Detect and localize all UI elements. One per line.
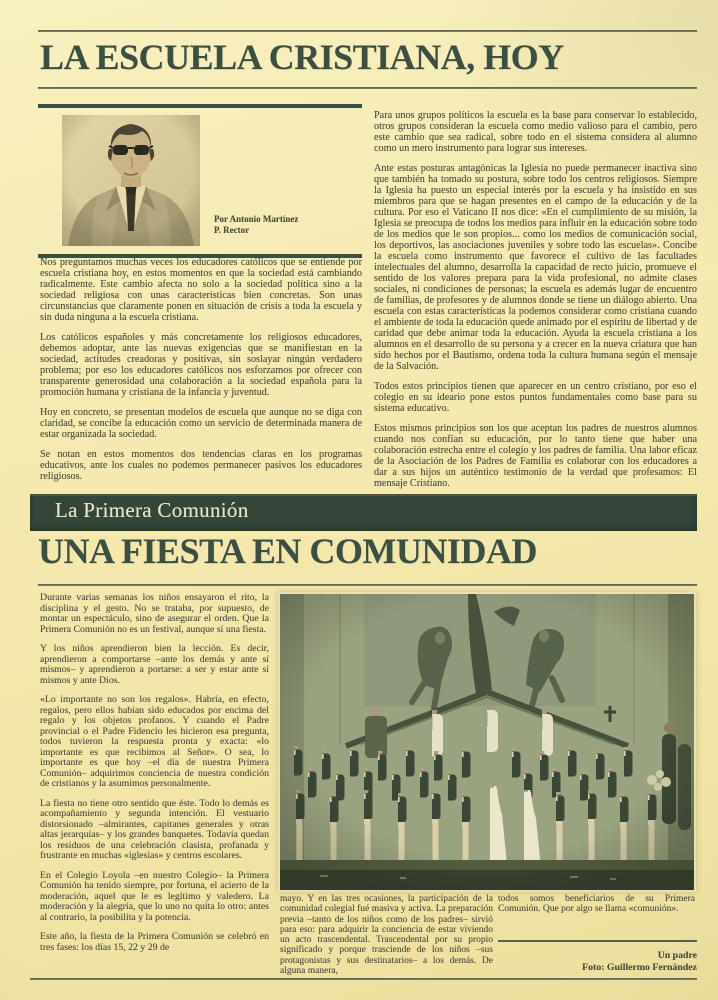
paragraph: «Lo importante no son los regalos». Habría, en efecto, regalos, pero ellos habían sido educados por encima del regalo y los objetos profanos. Y cuando el Padre provincial o el Padre Fidencio les hicieron esa pregunta, todos tuvieron la respuesta pronta y exacta: «lo importante es que recibimos al Señor». O sea, lo importante es que hoy –el día de nuestra Primera Comunión– adquirimos conciencia de nuestra condición de cristianos y la asumimos personalmente. <box>40 694 269 789</box>
paragraph: mayo. Y en las tres ocasiones, la participación de la comunidad colegial fué masiva y activa. La preparación previa –tanto de los niños como de los padres– sirvió para eso: para adquirir la conciencia de estar viviendo un acto trascendental. Trascendental por su propio significado y porque trasciende de los niños –sus protagonistas y sus destinatarios– a los demás. De alguna manera, <box>280 894 493 977</box>
paragraph: Para unos grupos políticos la escuela es la base para conservar lo establecido, otros grupos consideran la escuela como medio valioso para el cambio, pero este cambio que sea radical, sobre todo en el sistema considera al alumno como un mero instrumento para lograr sus intereses. <box>374 110 697 154</box>
article2-right-column <box>498 894 695 924</box>
paragraph: Hoy en concreto, se presentan modelos de escuela que aunque no se diga con claridad, se concibe la educación como un servicio de determinada manera de estar organizada la sociedad. <box>40 407 362 440</box>
communion-photo <box>278 592 696 892</box>
paragraph: En el Colegio Loyola –en nuestro Colegio– la Primera Comunión ha tenido siempre, por fortuna, el acierto de la moderación, aquel que le es legítimo y valedero. La moderación y la alegría, que lo uno no quita lo otro: antes al contrario, la posibilita y la potencia. <box>40 869 269 923</box>
paragraph: Ante estas posturas antagónicas la Iglesia no puede permanecer inactiva sino que también ha tomado su postura, sobre todo los centros religiosos. Siempre la Iglesia ha puesto un especial interés por la escuela y ha insistido en sus miembros para que se hagan presentes en el campo de la educación y de la cultura. Por eso el Vaticano II nos dice: «En el cumplimiento de su misión, la Iglesia se preocupa de todos los medios para influir en la educación sobre todo de los medios que le son propios... como los medios de comunicación social, los deportivos, las asociaciones juveniles y sobre todo las escuelas». Concibe la escuela como instrumento que favorece el cultivo de las facultades intelectuales del alumno, desarrolla la capacidad de recto juicio, promueve el sentido de los valores prepara para la vida profesional, no admite clases sociales, ni condiciones de personas; la escuela es además lugar de encuentro de familias, de profesores y de alumnos donde se tiene un diálogo abierto. Una escuela con estas características la podemos considerar como cristiana cuando el ambiente de toda la educación quede animado por el espíritu de libertad y de caridad que debe animar toda la educación. Ayuda la escuela cristiana a los alumnos en el desarrollo de su persona y a crecer en la nueva criatura que han sido hechos por el Bautismo, ordena toda la cultura humana según el mensaje de la Salvación. <box>374 163 697 372</box>
article1-title: LA ESCUELA CRISTIANA, HOY <box>40 37 564 77</box>
author-box <box>38 104 362 258</box>
paragraph: todos somos beneficiarios de su Primera Comunión. Que por algo se llama «comunión». <box>498 894 695 915</box>
paragraph: Se notan en estos momentos dos tendencias claras en los programas educativos, ante los cuales no podemos permanecer pasivos los educadores religiosos. <box>40 449 362 482</box>
rule-under-title1 <box>38 87 697 89</box>
article1-right-column <box>374 110 697 498</box>
portrait-photo <box>62 115 200 246</box>
article2-kicker: La Primera Comunión <box>55 498 249 522</box>
section-banner <box>30 494 697 531</box>
article2-left-column <box>40 593 269 962</box>
paragraph: Nos preguntamos muchas veces los educadores católicos que se entiende por escuela cristiana hoy, en estos momentos en que la sociedad está cambiando radicalmente. Este cambio afecta no solo a la sociedad política sino a la sociedad religiosa con unas características bien concretas. Son unas circunstancias que claramente ponen en situación de crisis a toda la escuela y sin duda ninguna a la escuela cristiana. <box>40 257 362 323</box>
bottom-rule <box>30 978 697 980</box>
top-rule <box>38 30 697 32</box>
paragraph: Estos mismos principios son los que aceptan los padres de nuestros alumnos cuando nos confían su educación, por lo tanto tiene que haber una colaboración estrecha entre el colegio y los padres de familia. Una labor eficaz de la Asociación de los Padres de Familia es colaborar con los educadores a dar a sus hijos un auténtico testimonio de la verdad que profesamos: El mensaje Cristiano. <box>374 423 697 489</box>
paragraph: Todos estos principios tienen que aparecer en un centro cristiano, por eso el colegio en su ideario pone estos puntos fundamentales como base para su sistema educativo. <box>374 381 697 414</box>
article1-left-column <box>40 257 362 491</box>
paragraph: Este año, la fiesta de la Primera Comunión se celebró en tres fases: los días 15, 22 y 29 de <box>40 931 269 953</box>
paragraph: Durante varias semanas los niños ensayaron el rito, la disciplina y el gesto. No se trataba, por supuesto, de montar un espectáculo, sino de asegurar el orden. Que la Primera Comunión no es un festival, aunque sí una fiesta. <box>40 592 269 635</box>
signature: Un padre <box>657 950 697 961</box>
paragraph: Y los niños aprendieron bien la lección. Es decir, aprendieron a comportarse –ante los demás y ante sí mismos– y aprendieron a portarse: a ser y estar ante sí mismos y ante Dios. <box>40 643 269 686</box>
byline-author: Por Antonio Martínez <box>214 214 299 224</box>
article2-title: UNA FIESTA EN COMUNIDAD <box>38 531 537 571</box>
byline <box>214 214 298 236</box>
signature-rule <box>498 940 697 942</box>
byline-role: P. Rector <box>214 225 250 235</box>
paragraph: Los católicos españoles y más concretamente los religiosos educadores, debemos adoptar, ante las nuevas exigencias que se manifiestan en la sociedad, actitudes creadoras y positivas, sin soslayar ningún verdadero problema; por eso los educadores católicos nos esforzamos por ofrecer con transparente generosidad una colaboración a la sociedad española para la promoción humana y cristiana de la infancia y juventud. <box>40 332 362 398</box>
photo-credit: Foto: Guillermo Fernández <box>582 962 697 973</box>
article2-middle-column <box>280 894 493 985</box>
rule-under-title2 <box>38 584 697 586</box>
paragraph: La fiesta no tiene otro sentido que éste. Todo lo demás es acompañamiento y segunda intención. El vestuario distorsionado –almirantes, capitanes generales y otras altas jerarquías– y los grandes banquetes. Todavía quedan los residuos de una celebración clasista, profanada y frustrante en muchas «iglesias» y centros escolares. <box>40 797 269 861</box>
signature-block <box>498 940 697 974</box>
